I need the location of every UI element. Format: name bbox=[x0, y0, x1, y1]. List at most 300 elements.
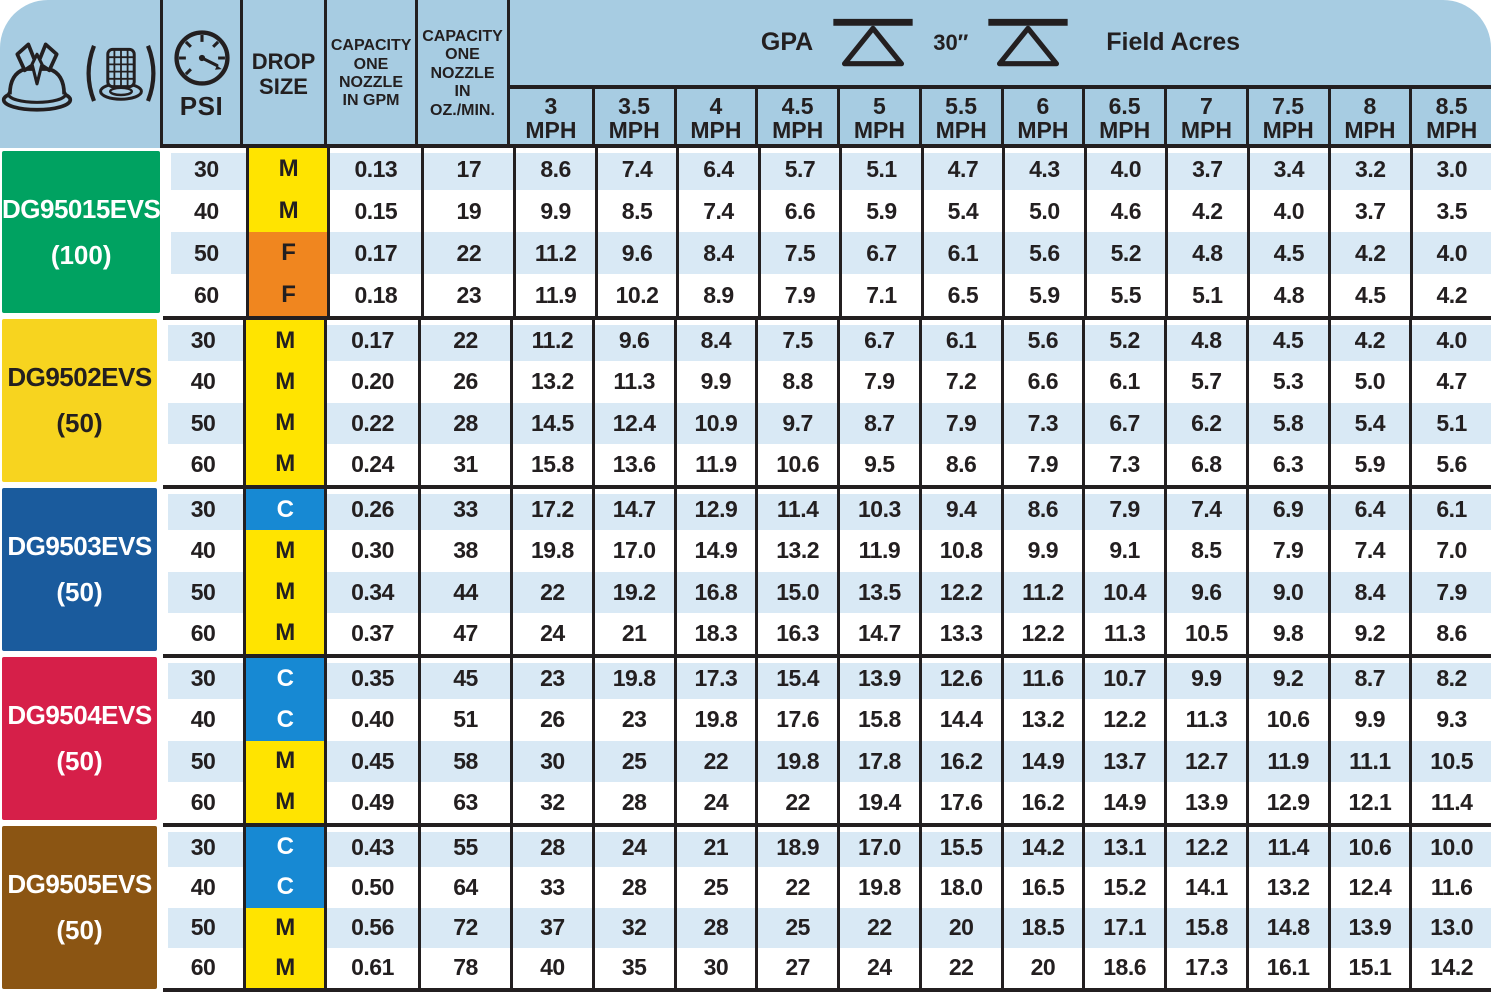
field-acres-value: 8.4 bbox=[674, 320, 756, 361]
nozzle-group bbox=[0, 485, 1491, 654]
field-acres-value: 19.8 bbox=[592, 658, 674, 699]
drop-size-value: M bbox=[243, 444, 327, 485]
field-acres-value: 13.1 bbox=[1082, 827, 1164, 867]
field-acres-value: 9.4 bbox=[919, 489, 1001, 530]
drop-size-value: C bbox=[243, 867, 327, 907]
drop-size-value: C bbox=[243, 827, 327, 867]
nozzle-model-label bbox=[2, 657, 157, 820]
group-data bbox=[163, 485, 1491, 654]
field-acres-value: 8.5 bbox=[1164, 530, 1246, 571]
field-acres-value: 4.0 bbox=[1410, 232, 1491, 274]
field-acres-value: 24 bbox=[674, 782, 756, 823]
field-acres-value: 17.1 bbox=[1082, 908, 1164, 948]
field-acres-value: 17.2 bbox=[510, 489, 592, 530]
field-acres-value: 13.3 bbox=[919, 613, 1001, 654]
field-acres-value: 21 bbox=[674, 827, 756, 867]
field-acres-value: 18.3 bbox=[674, 613, 756, 654]
psi-value: 30 bbox=[163, 489, 243, 530]
table-row bbox=[163, 948, 1491, 988]
field-acres-value: 7.9 bbox=[837, 361, 919, 402]
strainer-size: (50) bbox=[56, 915, 103, 945]
field-acres-value: 14.7 bbox=[592, 489, 674, 530]
field-acres-value: 9.5 bbox=[837, 444, 919, 485]
field-acres-value: 27 bbox=[755, 948, 837, 988]
gpm-value: 0.18 bbox=[354, 281, 398, 308]
gpm-value: 0.35 bbox=[327, 658, 418, 699]
field-acres-value: 14.7 bbox=[837, 613, 919, 654]
field-acres-value: 10.2 bbox=[595, 274, 676, 316]
speed-column-header bbox=[1246, 89, 1328, 148]
field-acres-value: 25 bbox=[592, 741, 674, 782]
field-acres-value: 15.0 bbox=[755, 572, 837, 613]
field-acres-value: 4.2 bbox=[1328, 232, 1409, 274]
field-acres-value: 33 bbox=[510, 867, 592, 907]
drop-size-value: M bbox=[243, 613, 327, 654]
field-acres-value: 17.3 bbox=[674, 658, 756, 699]
field-acres-value: 30 bbox=[510, 741, 592, 782]
field-acres-value: 4.2 bbox=[1328, 320, 1410, 361]
psi-value: 50 bbox=[163, 403, 243, 444]
field-acres-value: 11.4 bbox=[755, 489, 837, 530]
drop-size-value: M bbox=[243, 530, 327, 571]
field-acres-value: 7.4 bbox=[676, 190, 757, 232]
field-acres-value: 5.7 bbox=[1164, 361, 1246, 402]
field-acres-value: 16.5 bbox=[1001, 867, 1083, 907]
header-psi-cell bbox=[163, 0, 243, 148]
field-acres-value: 12.9 bbox=[674, 489, 756, 530]
field-acres-value: 10.6 bbox=[1328, 827, 1410, 867]
drop-size-value: M bbox=[243, 741, 327, 782]
field-acres-value: 17.6 bbox=[755, 699, 837, 740]
field-acres-value: 32 bbox=[592, 908, 674, 948]
field-acres-value: 22 bbox=[674, 741, 756, 782]
gpa-label: GPA bbox=[760, 28, 814, 56]
field-acres-value: 9.7 bbox=[755, 403, 837, 444]
field-acres-value: 5.0 bbox=[1002, 190, 1083, 232]
field-acres-value: 3.4 bbox=[1247, 148, 1328, 190]
table-row bbox=[163, 908, 1491, 948]
table-row bbox=[163, 444, 1491, 485]
field-acres-value: 8.7 bbox=[837, 403, 919, 444]
field-acres-value: 15.4 bbox=[755, 658, 837, 699]
drop-size-value: M bbox=[243, 403, 327, 444]
speed-unit: MPH bbox=[608, 116, 660, 143]
table-row bbox=[166, 274, 1491, 316]
field-acres-value: 15.8 bbox=[510, 444, 592, 485]
field-acres-value: 7.5 bbox=[758, 232, 839, 274]
spray-fan-icon bbox=[827, 18, 919, 68]
table-body bbox=[0, 148, 1491, 992]
field-acres-value: 25 bbox=[755, 908, 837, 948]
oz-min-value: 44 bbox=[418, 572, 510, 613]
field-acres-value: 6.1 bbox=[1082, 361, 1164, 402]
field-acres-value: 19.8 bbox=[755, 741, 837, 782]
psi-value: 40 bbox=[163, 699, 243, 740]
field-acres-value: 6.1 bbox=[921, 232, 1002, 274]
field-acres-value: 7.9 bbox=[758, 274, 839, 316]
speed-value: 6.5 bbox=[1108, 93, 1141, 120]
table-row bbox=[163, 530, 1491, 571]
field-acres-value: 13.2 bbox=[1001, 699, 1083, 740]
field-acres-value: 3.7 bbox=[1165, 148, 1246, 190]
field-acres-value: 24 bbox=[510, 613, 592, 654]
gpm-value: 0.22 bbox=[327, 403, 418, 444]
field-acres-value: 3.0 bbox=[1410, 148, 1491, 190]
spray-nozzle-icon bbox=[0, 35, 74, 113]
oz-min-value: 55 bbox=[418, 827, 510, 867]
psi-value: 50 bbox=[163, 908, 243, 948]
speed-column-header bbox=[755, 89, 837, 148]
field-acres-value: 40 bbox=[510, 948, 592, 988]
nozzle-model-label bbox=[2, 151, 160, 313]
nozzle-group bbox=[0, 316, 1491, 485]
field-acres-value: 22 bbox=[755, 782, 837, 823]
speed-unit: MPH bbox=[853, 116, 905, 143]
field-acres-value: 4.8 bbox=[1165, 232, 1246, 274]
table-row bbox=[163, 403, 1491, 444]
field-acres-value: 10.6 bbox=[755, 444, 837, 485]
field-acres-value: 7.4 bbox=[1164, 489, 1246, 530]
field-acres-value: 6.9 bbox=[1246, 489, 1328, 530]
psi-value: 60 bbox=[163, 613, 243, 654]
field-acres-value: 6.4 bbox=[676, 148, 757, 190]
field-acres-value: 5.6 bbox=[1409, 444, 1491, 485]
field-acres-value: 6.4 bbox=[1328, 489, 1410, 530]
gpm-value: 0.17 bbox=[327, 320, 418, 361]
field-acres-value: 22 bbox=[755, 867, 837, 907]
field-acres-value: 3.7 bbox=[1328, 190, 1409, 232]
table-row bbox=[163, 613, 1491, 654]
field-acres-value: 13.9 bbox=[837, 658, 919, 699]
field-acres-value: 5.4 bbox=[1328, 403, 1410, 444]
field-acres-value: 5.9 bbox=[839, 190, 920, 232]
field-acres-value: 6.7 bbox=[1082, 403, 1164, 444]
speed-column-header bbox=[1082, 89, 1164, 148]
gpm-value: 0.17 bbox=[330, 232, 421, 274]
field-acres-value: 21 bbox=[592, 613, 674, 654]
field-acres-value: 28 bbox=[592, 867, 674, 907]
field-acres-value: 7.0 bbox=[1409, 530, 1491, 571]
field-acres-value: 3.5 bbox=[1410, 190, 1491, 232]
psi-value: 30 bbox=[163, 827, 243, 867]
model-name: DG9503EVS bbox=[7, 531, 152, 561]
field-acres-value: 13.2 bbox=[1246, 867, 1328, 907]
nozzle-group bbox=[0, 654, 1491, 823]
field-acres-value: 4.5 bbox=[1328, 274, 1409, 316]
field-acres-value: 9.3 bbox=[1409, 699, 1491, 740]
psi-value: 30 bbox=[163, 320, 243, 361]
group-data bbox=[163, 654, 1491, 823]
field-acres-value: 11.1 bbox=[1328, 741, 1410, 782]
field-acres-value: 7.9 bbox=[1409, 572, 1491, 613]
field-acres-value: 6.6 bbox=[758, 190, 839, 232]
drop-size-value: F bbox=[246, 274, 330, 316]
group-data bbox=[166, 148, 1491, 316]
gpm-value: 0.40 bbox=[351, 706, 394, 733]
speed-unit: MPH bbox=[772, 116, 824, 143]
psi-value: 50 bbox=[163, 741, 243, 782]
model-name: DG9504EVS bbox=[7, 700, 152, 730]
nozzle-model-label bbox=[2, 488, 157, 651]
field-acres-value: 14.2 bbox=[1409, 948, 1491, 988]
oz-min-value: 22 bbox=[421, 232, 513, 274]
speed-column-headers bbox=[510, 85, 1491, 148]
field-acres-value: 5.2 bbox=[1084, 232, 1165, 274]
speed-column-header bbox=[1164, 89, 1246, 148]
oz-min-value: 28 bbox=[418, 403, 510, 444]
field-acres-value: 14.5 bbox=[510, 403, 592, 444]
psi-value: 30 bbox=[163, 658, 243, 699]
field-acres-value: 11.9 bbox=[513, 274, 594, 316]
field-acres-value: 7.9 bbox=[919, 403, 1001, 444]
psi-value: 40 bbox=[163, 867, 243, 907]
field-acres-value: 14.1 bbox=[1164, 867, 1246, 907]
field-acres-value: 28 bbox=[510, 827, 592, 867]
field-acres-value: 8.6 bbox=[1409, 613, 1491, 654]
field-acres-value: 7.3 bbox=[1001, 403, 1083, 444]
field-acres-value: 4.6 bbox=[1084, 190, 1165, 232]
field-acres-value: 16.8 bbox=[674, 572, 756, 613]
field-acres-value: 4.3 bbox=[1002, 148, 1083, 190]
psi-value: 50 bbox=[166, 232, 246, 274]
field-acres-value: 17.8 bbox=[837, 741, 919, 782]
drop-size-value: M bbox=[243, 908, 327, 948]
nozzle-model-label bbox=[2, 319, 157, 482]
field-acres-value: 5.1 bbox=[1165, 274, 1246, 316]
field-acres-value: 28 bbox=[592, 782, 674, 823]
field-acres-value: 19.2 bbox=[592, 572, 674, 613]
speed-unit: MPH bbox=[525, 116, 577, 143]
strainer-icon bbox=[82, 38, 160, 110]
field-acres-value: 4.5 bbox=[1246, 320, 1328, 361]
strainer-size: (50) bbox=[56, 408, 103, 438]
field-acres-value: 13.9 bbox=[1328, 908, 1410, 948]
gpm-value: 0.61 bbox=[351, 954, 394, 981]
drop-size-value: M bbox=[243, 948, 327, 988]
field-acres-value: 11.4 bbox=[1246, 827, 1328, 867]
speed-unit: MPH bbox=[1099, 116, 1151, 143]
field-acres-value: 11.6 bbox=[1409, 867, 1491, 907]
field-acres-value: 13.0 bbox=[1409, 908, 1491, 948]
field-acres-value: 18.0 bbox=[919, 867, 1001, 907]
field-acres-value: 8.6 bbox=[513, 148, 594, 190]
field-acres-value: 10.9 bbox=[674, 403, 756, 444]
field-acres-value: 8.6 bbox=[1001, 489, 1083, 530]
speed-value: 7.5 bbox=[1272, 93, 1305, 120]
field-acres-value: 4.7 bbox=[921, 148, 1002, 190]
field-acres-value: 7.4 bbox=[1328, 530, 1410, 571]
field-acres-value: 13.6 bbox=[592, 444, 674, 485]
field-acres-value: 15.8 bbox=[1164, 908, 1246, 948]
field-acres-value: 5.9 bbox=[1328, 444, 1410, 485]
field-acres-value: 18.9 bbox=[755, 827, 837, 867]
field-acres-value: 10.0 bbox=[1409, 827, 1491, 867]
field-acres-value: 8.2 bbox=[1409, 658, 1491, 699]
oz-min-value: 64 bbox=[418, 867, 510, 907]
oz-min-value: 45 bbox=[418, 658, 510, 699]
field-acres-value: 15.2 bbox=[1082, 867, 1164, 907]
field-acres-value: 12.6 bbox=[919, 658, 1001, 699]
field-acres-value: 9.6 bbox=[595, 232, 676, 274]
field-acres-value: 12.7 bbox=[1164, 741, 1246, 782]
speed-column-header bbox=[919, 89, 1001, 148]
psi-value: 60 bbox=[163, 948, 243, 988]
field-acres-value: 11.2 bbox=[510, 320, 592, 361]
table-row bbox=[163, 827, 1491, 867]
field-acres-value: 17.0 bbox=[837, 827, 919, 867]
field-acres-value: 8.6 bbox=[919, 444, 1001, 485]
drop-size-value: M bbox=[246, 190, 330, 232]
gpm-value: 0.34 bbox=[327, 572, 418, 613]
field-acres-value: 14.2 bbox=[1001, 827, 1083, 867]
field-acres-value: 10.7 bbox=[1082, 658, 1164, 699]
field-acres-value: 13.2 bbox=[755, 530, 837, 571]
field-acres-value: 13.9 bbox=[1164, 782, 1246, 823]
speed-value: 4.5 bbox=[781, 93, 814, 120]
psi-value: 40 bbox=[166, 190, 246, 232]
field-acres-value: 6.1 bbox=[919, 320, 1001, 361]
psi-label: PSI bbox=[179, 90, 224, 121]
field-acres-value: 11.9 bbox=[837, 530, 919, 571]
speed-unit: MPH bbox=[1180, 116, 1232, 143]
field-acres-value: 25 bbox=[674, 867, 756, 907]
field-acres-value: 15.1 bbox=[1328, 948, 1410, 988]
gpm-value: 0.26 bbox=[327, 489, 418, 530]
drop-size-value: M bbox=[246, 148, 330, 190]
capacity-gpm-header: CAPACITY ONE NOZZLE IN GPM bbox=[327, 0, 418, 148]
field-acres-value: 12.4 bbox=[1328, 867, 1410, 907]
field-acres-value: 4.2 bbox=[1410, 274, 1491, 316]
field-acres-value: 4.0 bbox=[1409, 320, 1491, 361]
field-acres-value: 35 bbox=[592, 948, 674, 988]
field-acres-value: 11.3 bbox=[592, 361, 674, 402]
field-acres-value: 23 bbox=[510, 658, 592, 699]
field-acres-value: 8.4 bbox=[676, 232, 757, 274]
field-acres-value: 8.9 bbox=[676, 274, 757, 316]
oz-min-value: 31 bbox=[418, 444, 510, 485]
drop-size-value: M bbox=[243, 572, 327, 613]
oz-min-value: 78 bbox=[418, 948, 510, 988]
capacity-oz-header: CAPACITY ONE NOZZLE IN OZ./MIN. bbox=[418, 0, 510, 148]
field-acres-value: 9.9 bbox=[1001, 530, 1083, 571]
field-acres-value: 17.0 bbox=[592, 530, 674, 571]
table-row bbox=[163, 658, 1491, 699]
field-acres-value: 22 bbox=[837, 908, 919, 948]
field-acres-value: 4.8 bbox=[1164, 320, 1246, 361]
psi-value: 40 bbox=[163, 530, 243, 571]
field-acres-value: 3.2 bbox=[1328, 148, 1409, 190]
gpm-value: 0.50 bbox=[351, 873, 394, 900]
field-acres-value: 11.3 bbox=[1164, 699, 1246, 740]
field-acres-value: 28 bbox=[674, 908, 756, 948]
field-acres-value: 4.7 bbox=[1409, 361, 1491, 402]
field-acres-value: 5.0 bbox=[1328, 361, 1410, 402]
field-acres-value: 6.3 bbox=[1246, 444, 1328, 485]
field-acres-value: 10.3 bbox=[837, 489, 919, 530]
table-row bbox=[163, 361, 1491, 402]
table-row bbox=[163, 489, 1491, 530]
field-acres-value: 13.5 bbox=[837, 572, 919, 613]
field-acres-value: 37 bbox=[510, 908, 592, 948]
field-acres-value: 7.9 bbox=[1001, 444, 1083, 485]
oz-min-value: 23 bbox=[421, 274, 513, 316]
group-data bbox=[163, 823, 1491, 992]
nozzle-spacing-label: 30″ bbox=[933, 29, 969, 55]
speed-value: 3.5 bbox=[618, 93, 651, 120]
speed-value: 5.5 bbox=[945, 93, 978, 120]
field-acres-value: 10.5 bbox=[1409, 741, 1491, 782]
field-acres-value: 15.5 bbox=[919, 827, 1001, 867]
field-acres-value: 9.9 bbox=[1328, 699, 1410, 740]
field-acres-value: 7.3 bbox=[1082, 444, 1164, 485]
field-acres-value: 7.9 bbox=[1246, 530, 1328, 571]
speed-column-header bbox=[1328, 89, 1410, 148]
field-acres-value: 14.4 bbox=[919, 699, 1001, 740]
field-acres-value: 4.0 bbox=[1084, 148, 1165, 190]
field-acres-value: 13.2 bbox=[510, 361, 592, 402]
field-acres-value: 5.6 bbox=[1002, 232, 1083, 274]
field-acres-value: 6.5 bbox=[921, 274, 1002, 316]
field-acres-value: 11.9 bbox=[1246, 741, 1328, 782]
nozzle-model-label bbox=[2, 826, 157, 989]
table-row bbox=[166, 232, 1491, 274]
nozzle-group bbox=[0, 823, 1491, 992]
field-acres-value: 16.2 bbox=[1001, 782, 1083, 823]
field-acres-value: 6.7 bbox=[839, 232, 920, 274]
field-acres-value: 12.2 bbox=[1164, 827, 1246, 867]
field-acres-value: 23 bbox=[592, 699, 674, 740]
field-acres-value: 9.8 bbox=[1246, 613, 1328, 654]
speed-value: 8.5 bbox=[1435, 93, 1468, 120]
header-icons-cell bbox=[0, 0, 163, 148]
field-acres-value: 4.2 bbox=[1165, 190, 1246, 232]
field-acres-value: 11.2 bbox=[1001, 572, 1083, 613]
gpm-value: 0.24 bbox=[351, 450, 394, 477]
field-acres-value: 12.2 bbox=[919, 572, 1001, 613]
field-acres-value: 9.6 bbox=[592, 320, 674, 361]
field-acres-value: 12.2 bbox=[1082, 699, 1164, 740]
field-acres-value: 17.6 bbox=[919, 782, 1001, 823]
gpm-value: 0.13 bbox=[330, 148, 421, 190]
field-acres-value: 6.2 bbox=[1164, 403, 1246, 444]
drop-size-header: DROP SIZE bbox=[243, 0, 327, 148]
oz-min-value: 58 bbox=[418, 741, 510, 782]
drop-size-value: C bbox=[243, 699, 327, 740]
speed-column-header bbox=[592, 89, 674, 148]
field-acres-value: 14.8 bbox=[1246, 908, 1328, 948]
oz-min-value: 33 bbox=[418, 489, 510, 530]
field-acres-value: 5.7 bbox=[758, 148, 839, 190]
field-acres-value: 20 bbox=[919, 908, 1001, 948]
field-acres-value: 8.7 bbox=[1328, 658, 1410, 699]
gpa-banner bbox=[510, 0, 1491, 85]
field-acres-value: 10.8 bbox=[919, 530, 1001, 571]
field-acres-value: 11.9 bbox=[674, 444, 756, 485]
field-acres-value: 5.3 bbox=[1246, 361, 1328, 402]
field-acres-value: 5.1 bbox=[839, 148, 920, 190]
drop-size-value: M bbox=[243, 782, 327, 823]
gpm-value: 0.49 bbox=[351, 788, 394, 815]
field-acres-value: 7.4 bbox=[595, 148, 676, 190]
speed-column-header bbox=[510, 89, 592, 148]
drop-size-value: F bbox=[246, 232, 330, 274]
field-acres-value: 9.1 bbox=[1082, 530, 1164, 571]
field-acres-value: 6.8 bbox=[1164, 444, 1246, 485]
field-acres-value: 4.8 bbox=[1247, 274, 1328, 316]
field-acres-value: 5.1 bbox=[1409, 403, 1491, 444]
drop-size-value: C bbox=[243, 658, 327, 699]
field-acres-value: 22 bbox=[510, 572, 592, 613]
